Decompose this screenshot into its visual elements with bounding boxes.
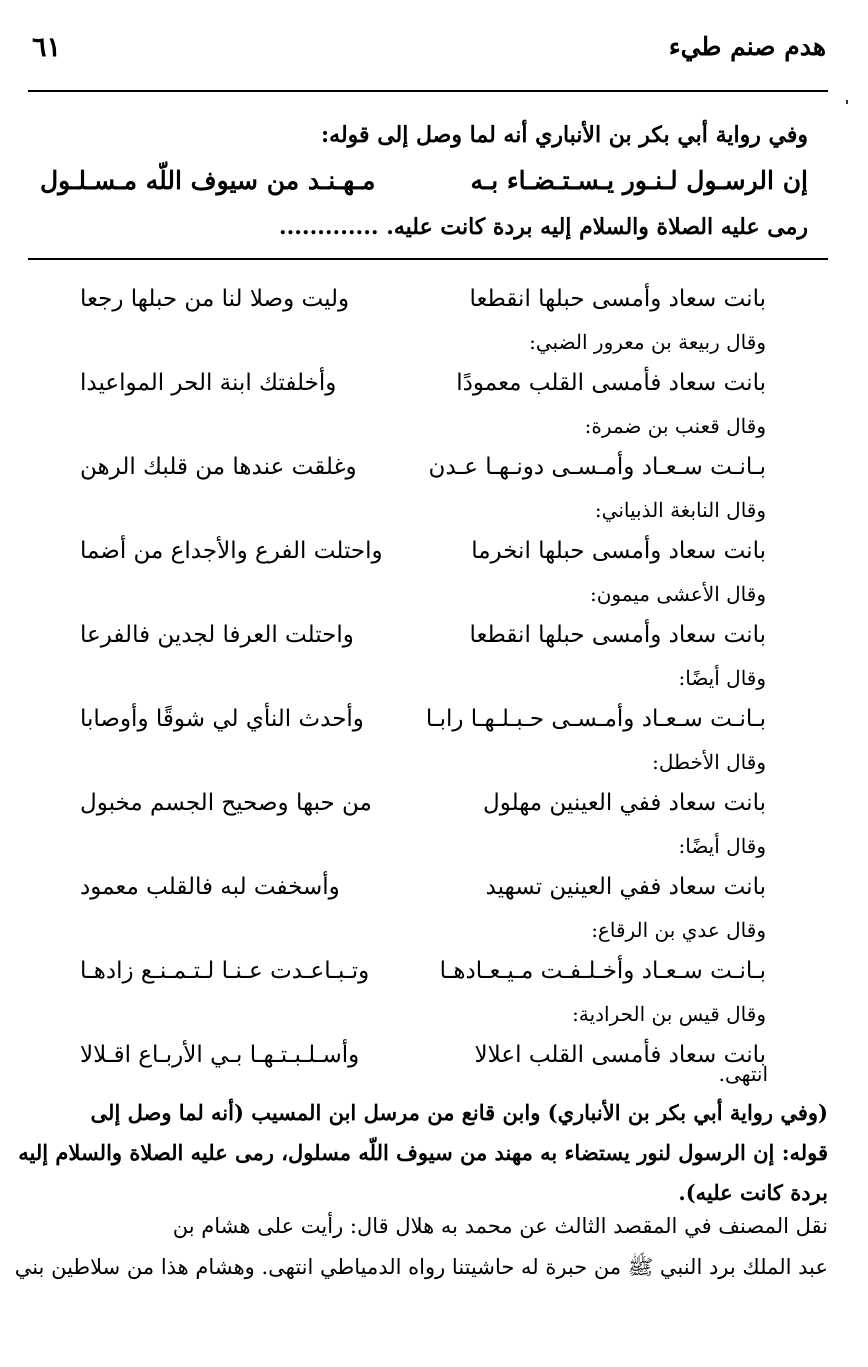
paragraph-line: (وفي رواية أبي بكر بن الأنباري) وابن قانع من مرسل ابن المسيب (أنه لما وصل إلى — [90, 1100, 828, 1125]
page-header — [28, 30, 826, 78]
poem-block — [80, 874, 766, 958]
verse-first-hemistich: بانت سعاد فأمسى القلب معمودًا — [456, 370, 766, 396]
poem-block — [80, 454, 766, 538]
poem-block — [80, 370, 766, 454]
verse-first-hemistich: بـانـت سـعـاد وأمـسـى حـبـلـهـا رابـا — [425, 706, 766, 732]
poet-attribution: وقال أيضًا: — [678, 666, 766, 690]
verse-line — [80, 370, 766, 410]
verse-second-hemistich: وتـبـاعـدت عـنـا لـتـمـنـع زادهـا — [80, 958, 370, 984]
verse-second-hemistich: واحتلت الفرع والأجداع من أضما — [80, 538, 383, 564]
verse-line — [80, 706, 766, 746]
verse-second-hemistich: وأخلفتك ابنة الحر المواعيدا — [80, 370, 337, 396]
poet-attribution: وقال الأعشى ميمون: — [589, 582, 766, 606]
verse-line — [80, 958, 766, 998]
poem-block — [80, 622, 766, 706]
verse-first-hemistich: بانت سعاد ففي العينين مهلول — [482, 790, 766, 816]
paragraph-line: عبد الملك برد النبي ﷺ من حبرة له حاشيتنا رواه الدمياطي انتهى. وهشام هذا من سلاطين بني — [14, 1255, 828, 1279]
verse-first-hemistich: بـانـت سـعـاد وأخـلـفـت مـيـعـادهـا — [439, 958, 766, 984]
poet-attribution: وقال قعنب بن ضمرة: — [584, 414, 766, 438]
poet-attribution: وقال ربيعة بن معرور الضبي: — [529, 330, 766, 354]
verse-second-hemistich: مـهـنـد من سيوف اللّه مـسـلـول — [40, 166, 376, 195]
verse-line — [80, 1042, 766, 1082]
verse-line — [80, 538, 766, 578]
paragraph-line: نقل المصنف في المقصد الثالث عن محمد به هلال قال: رأيت على هشام بن — [172, 1214, 828, 1238]
page-number: ٦١ — [32, 32, 62, 63]
verse-line — [80, 622, 766, 662]
poet-attribution: وقال عدي بن الرقاع: — [591, 918, 766, 942]
verse-second-hemistich: وغلقت عندها من قلبك الرهن — [80, 454, 357, 480]
boxed-note-closing-text: رمى عليه الصلاة والسلام إليه بردة كانت عليه. — [386, 214, 808, 240]
verse-first-hemistich: بانت سعاد ففي العينين تسهيد — [485, 874, 766, 900]
poem-block — [80, 706, 766, 790]
end-marker: انتهى. — [718, 1062, 768, 1086]
poem-block — [80, 790, 766, 874]
verse-line — [80, 874, 766, 914]
boxed-note-closing — [279, 214, 808, 240]
poet-attribution: وقال قيس بن الحرادية: — [572, 1002, 766, 1026]
verse-first-hemistich: بانت سعاد وأمسى حبلها انقطعا — [469, 286, 766, 312]
dotted-leader: ............. — [278, 214, 379, 240]
verse-second-hemistich: من حبها وصحيح الجسم مخبول — [80, 790, 372, 816]
poet-attribution: وقال النابغة الذبياني: — [594, 498, 766, 522]
running-title: هدم صنم طيء — [668, 32, 826, 61]
poem-block — [80, 958, 766, 1042]
verse-first-hemistich: بانت سعاد فأمسى القلب اعلالا — [474, 1042, 766, 1068]
boxed-note-intro: وفي رواية أبي بكر بن الأنباري أنه لما وصل إلى قوله: — [321, 122, 808, 148]
margin-mark — [846, 100, 848, 104]
verse-second-hemistich: واحتلت العرفا لجدين فالفرعا — [80, 622, 354, 648]
verse-line — [80, 286, 766, 326]
boxed-note-bottom-rule — [28, 258, 828, 260]
poem-block — [80, 286, 766, 370]
paragraph-line: قوله: إن الرسول لنور يستضاء به مهند من سيوف اللّه مسلول، رمى عليه الصلاة والسلام إليه — [18, 1140, 828, 1165]
header-rule — [28, 90, 828, 92]
verse-second-hemistich: وأسخفت لبه فالقلب معمود — [80, 874, 340, 900]
verse-first-hemistich: بانت سعاد وأمسى حبلها انخرما — [471, 538, 766, 564]
verse-first-hemistich: بانت سعاد وأمسى حبلها انقطعا — [469, 622, 766, 648]
poem-block — [80, 538, 766, 622]
paragraph-line: بردة كانت عليه). — [678, 1180, 828, 1205]
poet-attribution: وقال أيضًا: — [678, 834, 766, 858]
verse-first-hemistich: بـانـت سـعـاد وأمـسـى دونـهـا عـدن — [428, 454, 766, 480]
verse-line — [80, 454, 766, 494]
verse-second-hemistich: وليت وصلا لنا من حبلها رجعا — [80, 286, 350, 312]
verse-line — [80, 790, 766, 830]
verse-second-hemistich: وأحدث النأي لي شوقًا وأوصابا — [80, 706, 364, 732]
verse-first-hemistich: إن الرسـول لـنـور يـسـتـضـاء بـه — [470, 166, 808, 195]
verse-second-hemistich: وأسـلـبـتـهـا بـي الأربـاع اقـلالا — [80, 1042, 360, 1068]
poet-attribution: وقال الأخطل: — [652, 750, 766, 774]
